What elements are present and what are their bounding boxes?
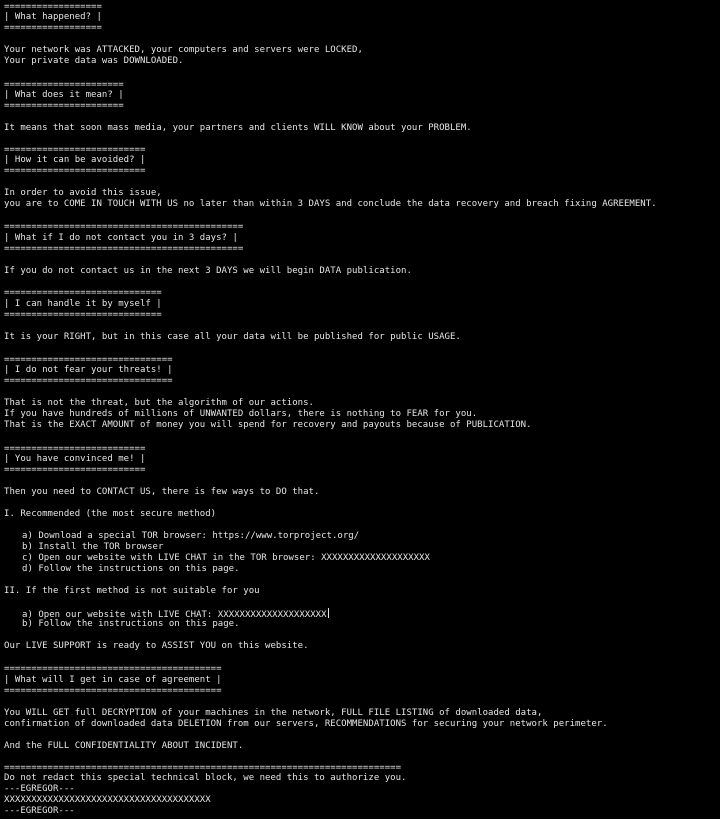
heading-border-bottom: ============================================ — [4, 244, 244, 254]
section-heading-no-contact: | What if I do not contact you in 3 days? | — [4, 233, 238, 243]
text-line: Your private data was DOWNLOADED. — [4, 56, 184, 66]
heading-text: I do not fear your threats! — [14, 365, 162, 375]
text-line: That is the EXACT AMOUNT of money you will spend for recovery and payouts because of PUBLICATION. — [4, 420, 532, 430]
text-line: It means that soon mass media, your partners and clients WILL KNOW about your PROBLEM. — [4, 123, 472, 133]
heading-border-bottom: ========================== — [4, 166, 146, 176]
footer-divider: ========================================================================= — [4, 763, 402, 773]
section-heading-what-does-it-mean: | What does it mean? | — [4, 90, 124, 100]
method-step-text: a) Open our website with LIVE CHAT: XXXXXXXXXXXXXXXXXXXX — [22, 610, 327, 620]
section-heading-no-fear: | I do not fear your threats! | — [4, 365, 173, 375]
text-line: You WILL GET full DECRYPTION of your machines in the network, FULL FILE LISTING of downloaded data, — [4, 708, 543, 718]
heading-text: I can handle it by myself — [14, 299, 151, 309]
footer-begin-marker: ---EGREGOR--- — [4, 784, 75, 794]
footer-note: Do not redact this special technical block, we need this to authorize you. — [4, 773, 407, 783]
heading-border-bottom: ======================================== — [4, 686, 222, 696]
heading-border-bottom: ====================== — [4, 101, 124, 111]
heading-border-bottom: ============================= — [4, 310, 162, 320]
method-step: c) Open our website with LIVE CHAT in the TOR browser: XXXXXXXXXXXXXXXXXXXX — [22, 553, 430, 563]
heading-border-top: ============================================ — [4, 222, 244, 232]
section-heading-agreement: | What will I get in case of agreement | — [4, 675, 222, 685]
heading-border-top: ============================= — [4, 288, 162, 298]
heading-text: What happened? — [14, 12, 92, 22]
heading-text: What will I get in case of agreement — [14, 675, 211, 685]
section-heading-how-avoided: | How it can be avoided? | — [4, 155, 146, 165]
heading-border-top: ========================== — [4, 145, 146, 155]
heading-text: You have convinced me! — [14, 454, 135, 464]
text-line: And the FULL CONFIDENTIALITY ABOUT INCIDENT. — [4, 741, 244, 751]
text-line: In order to avoid this issue, — [4, 188, 162, 198]
text-line: That is not the threat, but the algorithm of our actions. — [4, 398, 314, 408]
text-cursor — [328, 608, 329, 618]
text-line: you are to COME IN TOUCH WITH US no later than within 3 DAYS and conclude the data recovery and breach fixing AGREEMENT. — [4, 199, 657, 209]
heading-border-top: =============================== — [4, 355, 173, 365]
method-step: d) Follow the instructions on this page. — [22, 564, 240, 574]
footer-key: XXXXXXXXXXXXXXXXXXXXXXXXXXXXXXXXXXXXXX — [4, 795, 211, 805]
heading-text: How it can be avoided? — [14, 155, 135, 165]
heading-border-bottom: =============================== — [4, 376, 173, 386]
text-line: If you have hundreds of millions of UNWANTED dollars, there is nothing to FEAR for you. — [4, 409, 478, 419]
method-step: b) Follow the instructions on this page. — [22, 619, 240, 629]
section-heading-handle-myself: | I can handle it by myself | — [4, 299, 162, 309]
section-heading-what-happened: | What happened? | — [4, 12, 102, 22]
text-line: It is your RIGHT, but in this case all your data will be published for public USAGE. — [4, 332, 461, 342]
heading-border-top: ====================== — [4, 80, 124, 90]
heading-border-top: ================== — [4, 2, 102, 12]
heading-text: What if I do not contact you in 3 days? — [14, 233, 227, 243]
text-line: Your network was ATTACKED, your computers and servers were LOCKED, — [4, 45, 363, 55]
method-step: a) Download a special TOR browser: https://www.torproject.org/ — [22, 531, 360, 541]
method-title: I. Recommended (the most secure method) — [4, 509, 217, 519]
heading-border-top: ======================================== — [4, 664, 222, 674]
heading-border-bottom: ========================== — [4, 465, 146, 475]
method-title: II. If the first method is not suitable for you — [4, 586, 260, 596]
text-line: Then you need to CONTACT US, there is few ways to DO that. — [4, 487, 320, 497]
heading-text: What does it mean? — [14, 90, 113, 100]
text-line: Our LIVE SUPPORT is ready to ASSIST YOU on this website. — [4, 641, 309, 651]
text-line: confirmation of downloaded data DELETION from our servers, RECOMMENDATIONS for securing your network perimeter. — [4, 719, 608, 729]
footer-end-marker: ---EGREGOR--- — [4, 806, 75, 816]
method-step: b) Install the TOR browser — [22, 542, 164, 552]
section-heading-convinced: | You have convinced me! | — [4, 454, 146, 464]
heading-border-bottom: ================== — [4, 23, 102, 33]
heading-border-top: ========================== — [4, 444, 146, 454]
text-line: If you do not contact us in the next 3 DAYS we will begin DATA publication. — [4, 266, 412, 276]
